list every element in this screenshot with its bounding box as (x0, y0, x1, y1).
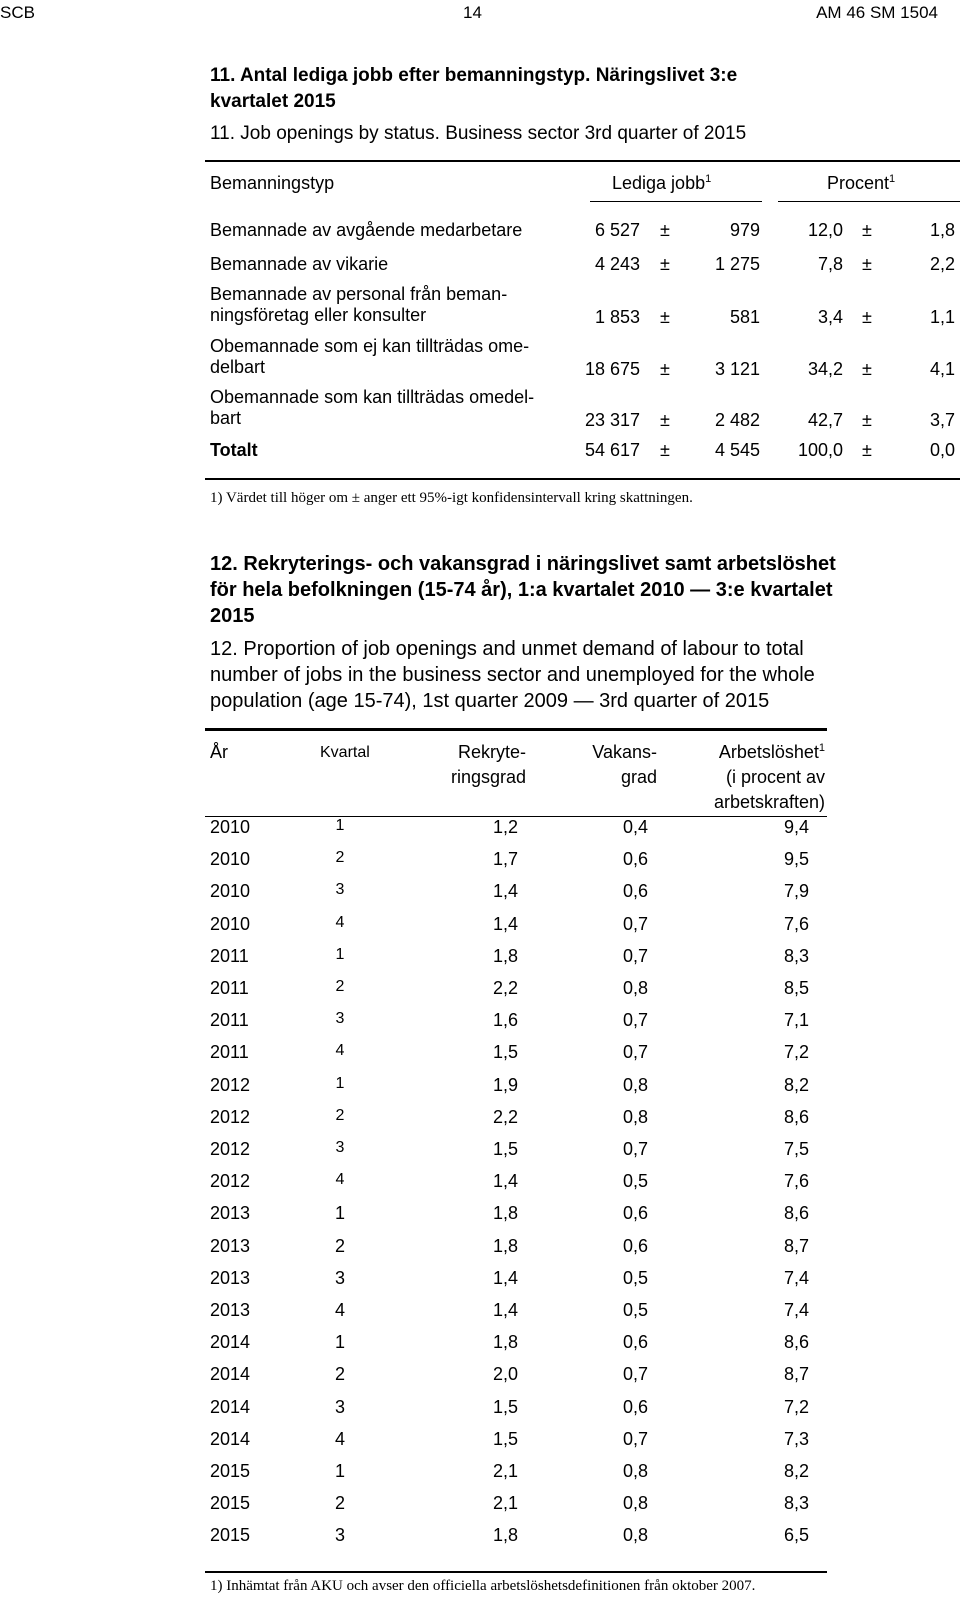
table2-quarter: 4 (335, 1171, 345, 1189)
table1-title-sv-line2: kvartalet 2015 (210, 91, 336, 112)
table2-row (0, 1262, 960, 1294)
table1-total-percent-ci: 0,0 (929, 440, 955, 460)
table2-year: 2011 (210, 945, 249, 966)
table2-row (0, 1197, 960, 1229)
table2-vacancy-rate: 0,7 (622, 1364, 648, 1385)
table2-quarter: 1 (335, 1074, 345, 1092)
table2-unemployment-rate: 7,3 (783, 1428, 809, 1449)
table2-unemployment-rate: 8,2 (783, 1461, 809, 1481)
table2-title-en-line2: number of jobs in the business sector and unemployed for the whole (210, 664, 815, 686)
table1-jobs-underline (590, 201, 762, 202)
table2-quarter: 4 (334, 1428, 345, 1449)
table2-recruitment-rate: 1,8 (492, 1525, 518, 1546)
table2-year: 2014 (210, 1396, 251, 1417)
table2-row (0, 1004, 960, 1036)
table2-quarter: 1 (335, 817, 345, 834)
table1-jobs-ci: 1 275 (714, 254, 760, 274)
table2-unemployment-rate: 8,5 (783, 978, 809, 998)
table2-vacancy-rate: 0,7 (622, 945, 648, 966)
table2-recruitment-rate: 1,5 (492, 1139, 518, 1159)
table2-year: 2015 (210, 1525, 251, 1546)
table1-jobs-ci: 3 121 (714, 359, 760, 379)
table2-year: 2015 (210, 1493, 251, 1514)
table2-quarter: 3 (334, 1396, 345, 1417)
table2-col-recruitment: Rekryte- ringsgrad (450, 742, 526, 787)
table2-row (0, 1101, 960, 1133)
table2-vacancy-rate: 0,7 (622, 1010, 648, 1031)
table2-quarter: 1 (334, 1461, 345, 1481)
table2-vacancy-rate: 0,8 (622, 1074, 648, 1095)
table2-row (0, 811, 960, 843)
table2-unemployment-rate: 7,4 (783, 1267, 809, 1288)
table2-unemployment-rate: 7,6 (783, 913, 809, 934)
table2-quarter: 3 (335, 881, 345, 899)
table1-bottom-rule (205, 478, 960, 480)
table2-year: 2010 (210, 881, 251, 902)
table2-vacancy-rate: 0,8 (622, 1106, 648, 1127)
table2-year: 2010 (210, 817, 251, 837)
table2-vacancy-rate: 0,8 (622, 1493, 648, 1514)
table2-vacancy-rate: 0,8 (622, 1525, 648, 1546)
table2-row (0, 908, 960, 940)
table2-unemployment-rate: 8,6 (783, 1203, 809, 1224)
table2-vacancy-rate: 0,6 (622, 849, 648, 870)
table2-row (0, 1519, 960, 1551)
table1-row-label: Obemannade som kan tillträdas omedel- (210, 387, 535, 407)
header-left: SCB (0, 3, 35, 22)
table2-year: 2014 (210, 1332, 251, 1353)
table2-year: 2010 (210, 849, 251, 870)
table1-percent-underline (778, 201, 960, 202)
table2-unemployment-rate: 7,2 (783, 1042, 809, 1063)
table2-recruitment-rate: 1,8 (492, 1332, 518, 1353)
table1-pm-sign: ± (862, 410, 872, 430)
table2-row (0, 875, 960, 907)
table1-col-type: Bemanningstyp (210, 173, 335, 193)
table2-recruitment-rate: 1,8 (492, 1235, 518, 1256)
table1-pm-sign: ± (862, 359, 872, 379)
table1-pm-sign: ± (660, 410, 670, 430)
table2-vacancy-rate: 0,7 (622, 1139, 648, 1159)
table2-recruitment-rate: 1,4 (492, 1300, 518, 1320)
table1-footnote: 1) Värdet till höger om ± anger ett 95%-igt konfidensintervall kring skattningen. (210, 490, 693, 506)
table2-vacancy-rate: 0,6 (622, 1332, 648, 1353)
table2-recruitment-rate: 1,5 (492, 1428, 518, 1449)
table2-title-sv-line3: 2015 (210, 605, 255, 627)
table2-row (0, 940, 960, 972)
table2-year: 2015 (210, 1461, 251, 1481)
table2-unemployment-rate: 9,5 (783, 849, 809, 870)
table2-unemployment-rate: 8,7 (783, 1364, 809, 1385)
table2-vacancy-rate: 0,7 (622, 1042, 648, 1063)
table2-top-rule (205, 728, 827, 731)
table2-recruitment-rate: 2,0 (492, 1364, 518, 1385)
table2-year: 2013 (210, 1300, 251, 1320)
table2-recruitment-rate: 1,7 (492, 849, 518, 870)
table2-year: 2012 (210, 1074, 251, 1095)
table1-percent-ci: 1,1 (929, 307, 955, 327)
table1-pm-sign: ± (862, 307, 872, 327)
table2-row (0, 1036, 960, 1068)
table2-year: 2012 (210, 1171, 251, 1192)
table1-jobs-value: 23 317 (584, 410, 640, 430)
table1-jobs-ci: 2 482 (714, 410, 760, 430)
table2-quarter: 2 (334, 1364, 345, 1385)
table2-recruitment-rate: 1,4 (492, 881, 518, 902)
table1-row-label: bart (210, 408, 242, 428)
table2-recruitment-rate: 2,2 (492, 1106, 518, 1127)
table2-unemployment-rate: 7,5 (783, 1139, 809, 1159)
table2-row (0, 1165, 960, 1197)
table2-recruitment-rate: 1,5 (492, 1042, 518, 1063)
table1-percent-ci: 3,7 (929, 410, 955, 430)
table2-quarter: 4 (335, 913, 345, 931)
table2-unemployment-rate: 8,7 (783, 1235, 809, 1256)
table2-unemployment-rate: 7,4 (783, 1300, 809, 1320)
table1-jobs-value: 1 853 (594, 307, 640, 327)
table2-unemployment-rate: 7,1 (783, 1010, 809, 1031)
table1-pm-sign: ± (660, 220, 670, 240)
table2-vacancy-rate: 0,5 (622, 1300, 648, 1320)
table2-col-vacancy: Vakans- grad (592, 742, 657, 787)
table2-year: 2013 (210, 1203, 251, 1224)
table2-year: 2014 (210, 1364, 251, 1385)
table2-row (0, 1455, 960, 1487)
table1-col-jobs: Lediga jobb$^1$ (612, 173, 712, 193)
table2-quarter: 3 (335, 1139, 345, 1156)
table2-year: 2011 (210, 978, 249, 998)
table1-title-sv-line1: 11. Antal lediga jobb efter bemanningstyp. Näringslivet 3:e (210, 65, 738, 86)
table2-recruitment-rate: 1,5 (492, 1396, 518, 1417)
table2-vacancy-rate: 0,6 (622, 1203, 648, 1224)
table2-vacancy-rate: 0,6 (622, 1396, 648, 1417)
table2-vacancy-rate: 0,6 (622, 881, 648, 902)
table1-total-jobs: 54 617 (584, 440, 640, 460)
table2-year: 2013 (210, 1235, 251, 1256)
table2-unemployment-rate: 8,6 (783, 1106, 809, 1127)
table2-row (0, 1423, 960, 1455)
table2-unemployment-rate: 9,4 (783, 817, 809, 837)
table2-row (0, 1230, 960, 1262)
table2-quarter: 3 (334, 1525, 345, 1546)
table1-title-en: 11. Job openings by status. Business sector 3rd quarter of 2015 (210, 123, 747, 144)
table2-unemployment-rate: 8,6 (783, 1332, 809, 1353)
table2-vacancy-rate: 0,5 (622, 1171, 648, 1192)
table2-quarter: 3 (334, 1267, 345, 1288)
table2-col-year: År (210, 742, 228, 762)
table2-unemployment-rate: 6,5 (783, 1525, 809, 1546)
table2-year: 2010 (210, 913, 251, 934)
table2-quarter: 2 (335, 978, 345, 995)
table1-percent-ci: 4,1 (929, 359, 955, 379)
table1-pm-sign: ± (660, 359, 670, 379)
table2-col-quarter: Kvartal (320, 744, 370, 761)
table2-recruitment-rate: 2,1 (492, 1461, 518, 1481)
table1-top-rule (205, 160, 960, 162)
table2-unemployment-rate: 8,3 (783, 945, 809, 966)
table2-row (0, 1358, 960, 1390)
header-right: AM 46 SM 1504 (816, 3, 938, 22)
table2-recruitment-rate: 1,4 (492, 1267, 518, 1288)
table2-bottom-rule (205, 1571, 827, 1573)
table2-recruitment-rate: 1,4 (492, 1171, 518, 1192)
table2-row (0, 1294, 960, 1326)
table1-jobs-value: 4 243 (594, 254, 640, 274)
table2-title-sv-line1: 12. Rekryterings- och vakansgrad i näringslivet samt arbetslöshet (210, 553, 836, 575)
table2-col-unemployment: Arbetslöshet$^1$ (i procent av arbetskraften) (713, 742, 825, 812)
table2-year: 2012 (210, 1106, 251, 1127)
table1-row-label: ningsföretag eller konsulter (210, 305, 427, 325)
table2-quarter: 2 (335, 1106, 345, 1124)
table2-recruitment-rate: 2,2 (492, 978, 518, 998)
table2-footnote: 1) Inhämtat från AKU och avser den officiella arbetslöshetsdefinitionen från oktober 2007. (210, 1578, 756, 1594)
table2-unemployment-rate: 8,2 (783, 1074, 809, 1095)
table2-row (0, 843, 960, 875)
table2-vacancy-rate: 0,5 (622, 1267, 648, 1288)
table2-year: 2014 (210, 1428, 251, 1449)
table1-row-label: Obemannade som ej kan tillträdas ome- (210, 336, 530, 356)
table1-total-jobs-ci: 4 545 (714, 440, 760, 460)
table1-row-label: delbart (210, 357, 266, 377)
table1-total-label: Totalt (210, 440, 258, 460)
table1-total-percent: 100,0 (797, 440, 843, 460)
table1-col-percent: Procent$^1$ (827, 173, 896, 193)
table1-percent-value: 42,7 (807, 410, 843, 430)
table2-unemployment-rate: 8,3 (783, 1493, 809, 1514)
table2-year: 2011 (210, 1042, 249, 1063)
table2-recruitment-rate: 1,8 (492, 1203, 518, 1224)
table2-row (0, 1069, 960, 1101)
table1-row-label: Bemannade av avgående medarbetare (210, 220, 523, 240)
table1-row-label: Bemannade av personal från beman- (210, 284, 508, 304)
table2-vacancy-rate: 0,7 (622, 1428, 648, 1449)
table2-recruitment-rate: 1,9 (492, 1074, 518, 1095)
table1-percent-value: 34,2 (807, 359, 843, 379)
table2-year: 2012 (210, 1139, 251, 1159)
table1-jobs-value: 18 675 (584, 359, 640, 379)
page-number: 14 (463, 3, 482, 22)
table1-percent-ci: 1,8 (929, 220, 955, 240)
table1-pm-sign: ± (862, 254, 872, 274)
table2-vacancy-rate: 0,4 (622, 817, 648, 837)
table2-quarter: 1 (334, 1332, 345, 1353)
table2-row (0, 1326, 960, 1358)
table2-recruitment-rate: 1,6 (492, 1010, 518, 1031)
table2-recruitment-rate: 1,2 (492, 817, 518, 837)
table1-percent-ci: 2,2 (929, 254, 955, 274)
table2-vacancy-rate: 0,7 (622, 913, 648, 934)
table1-pm-sign: ± (660, 254, 670, 274)
table2-vacancy-rate: 0,6 (622, 1235, 648, 1256)
table2-row (0, 1133, 960, 1165)
table1-pm-sign: ± (862, 440, 872, 460)
table1-jobs-ci: 581 (729, 307, 760, 327)
table2-recruitment-rate: 1,4 (492, 913, 518, 934)
table1-row-label: Bemannade av vikarie (210, 254, 389, 274)
table2-row (0, 972, 960, 1004)
table1-pm-sign: ± (862, 220, 872, 240)
table2-quarter: 4 (334, 1300, 345, 1320)
table2-quarter: 4 (335, 1042, 345, 1060)
table2-title-en-line1: 12. Proportion of job openings and unmet demand of labour to total (210, 638, 804, 660)
table2-year: 2013 (210, 1267, 251, 1288)
table2-title-sv-line2: för hela befolkningen (15-74 år), 1:a kvartalet 2010 — 3:e kvartalet (210, 579, 833, 601)
table2-recruitment-rate: 2,1 (492, 1493, 518, 1514)
table2-quarter: 2 (334, 1235, 345, 1256)
table2-row (0, 1487, 960, 1519)
table2-quarter: 3 (335, 1010, 345, 1028)
table1-pm-sign: ± (660, 307, 670, 327)
table1-percent-value: 12,0 (807, 220, 843, 240)
table1-percent-value: 3,4 (817, 307, 843, 327)
table1-jobs-ci: 979 (729, 220, 760, 240)
table1-jobs-value: 6 527 (594, 220, 640, 240)
table1-percent-value: 7,8 (817, 254, 843, 274)
table2-vacancy-rate: 0,8 (622, 978, 648, 998)
table2-unemployment-rate: 7,6 (783, 1171, 809, 1192)
table2-quarter: 2 (335, 849, 345, 867)
table2-recruitment-rate: 1,8 (492, 945, 518, 966)
table2-year: 2011 (210, 1010, 249, 1031)
table2-vacancy-rate: 0,8 (622, 1461, 648, 1481)
table1-pm-sign: ± (660, 440, 670, 460)
table2-quarter: 2 (334, 1493, 345, 1514)
table2-quarter: 1 (334, 1203, 345, 1224)
table2-quarter: 1 (335, 945, 345, 963)
table2-unemployment-rate: 7,9 (783, 881, 809, 902)
table2-row (0, 1391, 960, 1423)
table2-title-en-line3: population (age 15-74), 1st quarter 2009 — 3rd quarter of 2015 (210, 690, 770, 712)
table2-unemployment-rate: 7,2 (783, 1396, 809, 1417)
